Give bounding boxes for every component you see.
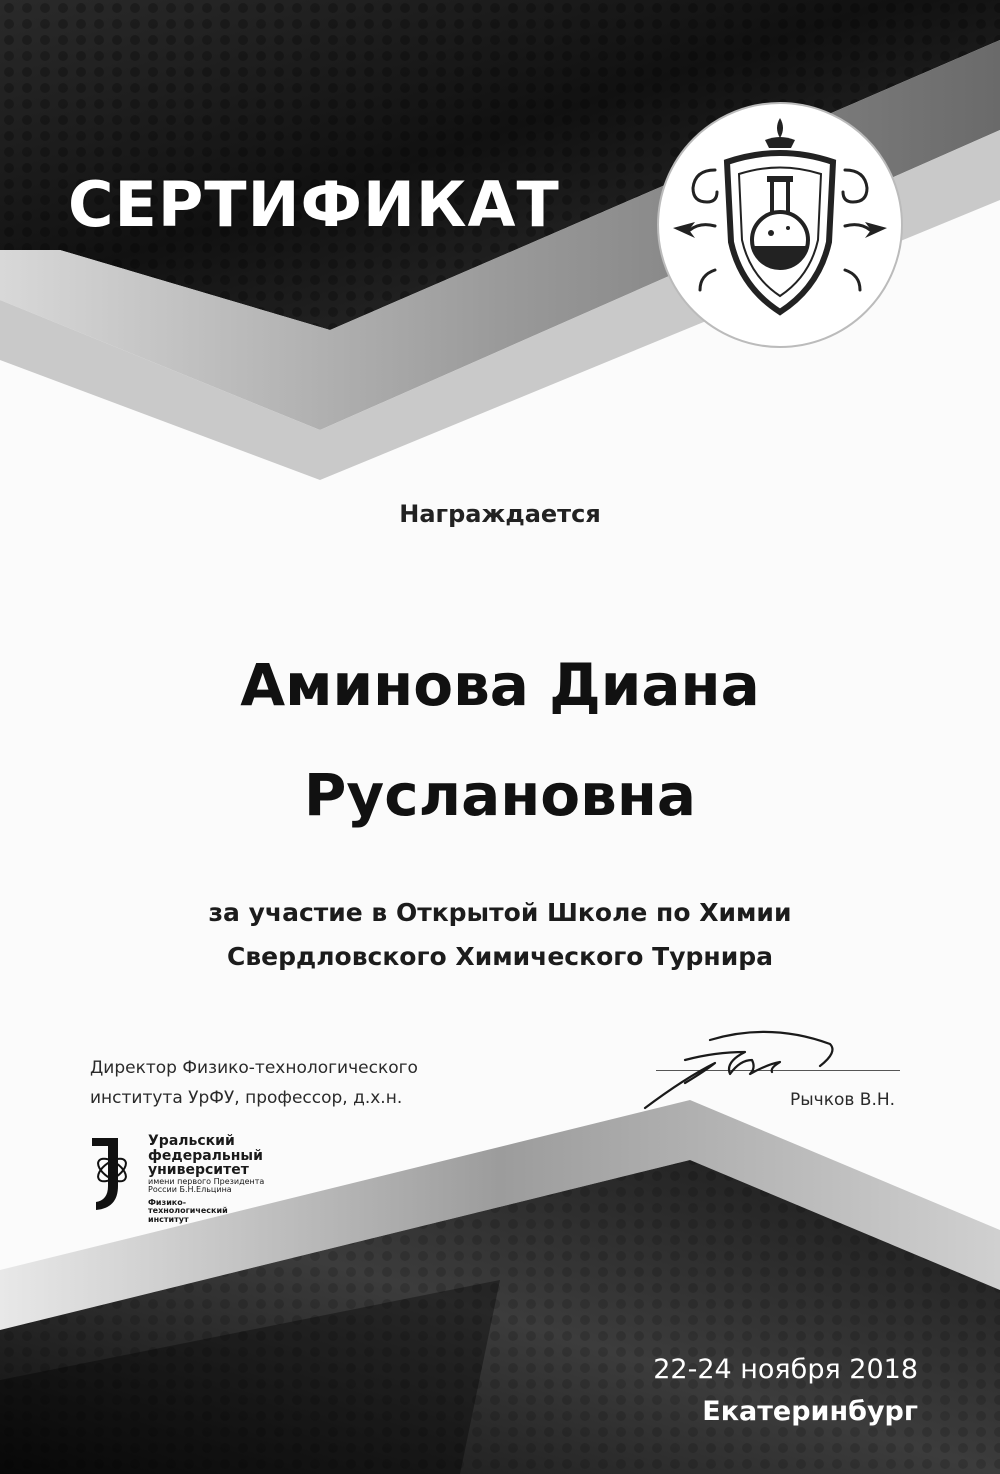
award-reason-line2: Свердловского Химического Турнира: [227, 942, 773, 971]
director-title-line1: Директор Физико-технологического: [90, 1058, 418, 1078]
director-name: Рычков В.Н.: [790, 1090, 896, 1110]
director-title-line2: института УрФУ, профессор, д.х.н.: [90, 1088, 403, 1108]
event-date: 22-24 ноября 2018: [653, 1354, 918, 1385]
certificate-title: СЕРТИФИКАТ: [68, 168, 560, 241]
urfu-logo-text: [148, 1134, 264, 1224]
award-reason-line1: за участие в Открытой Школе по Химии: [208, 898, 792, 927]
recipient-name-line2: Руслановна: [303, 761, 697, 829]
logo-line1: Уральский: [148, 1133, 235, 1149]
chemistry-flask-shield-icon: [655, 100, 905, 350]
logo-line3: университет: [148, 1162, 249, 1179]
logo-small2: России Б.Н.Ельцина: [148, 1185, 232, 1195]
logo-line2: федеральный: [148, 1147, 263, 1164]
logo-sub1: Физико-: [148, 1197, 187, 1207]
event-city: Екатеринбург: [702, 1396, 918, 1427]
logo-sub3: институт: [148, 1214, 189, 1224]
awarded-label: Награждается: [399, 500, 601, 528]
logo-small1: имени первого Президента: [148, 1177, 265, 1187]
logo-sub2: технологический: [148, 1206, 228, 1216]
recipient-name-line1: Аминова Диана: [240, 651, 760, 719]
urfu-logo-icon: [88, 1134, 148, 1214]
